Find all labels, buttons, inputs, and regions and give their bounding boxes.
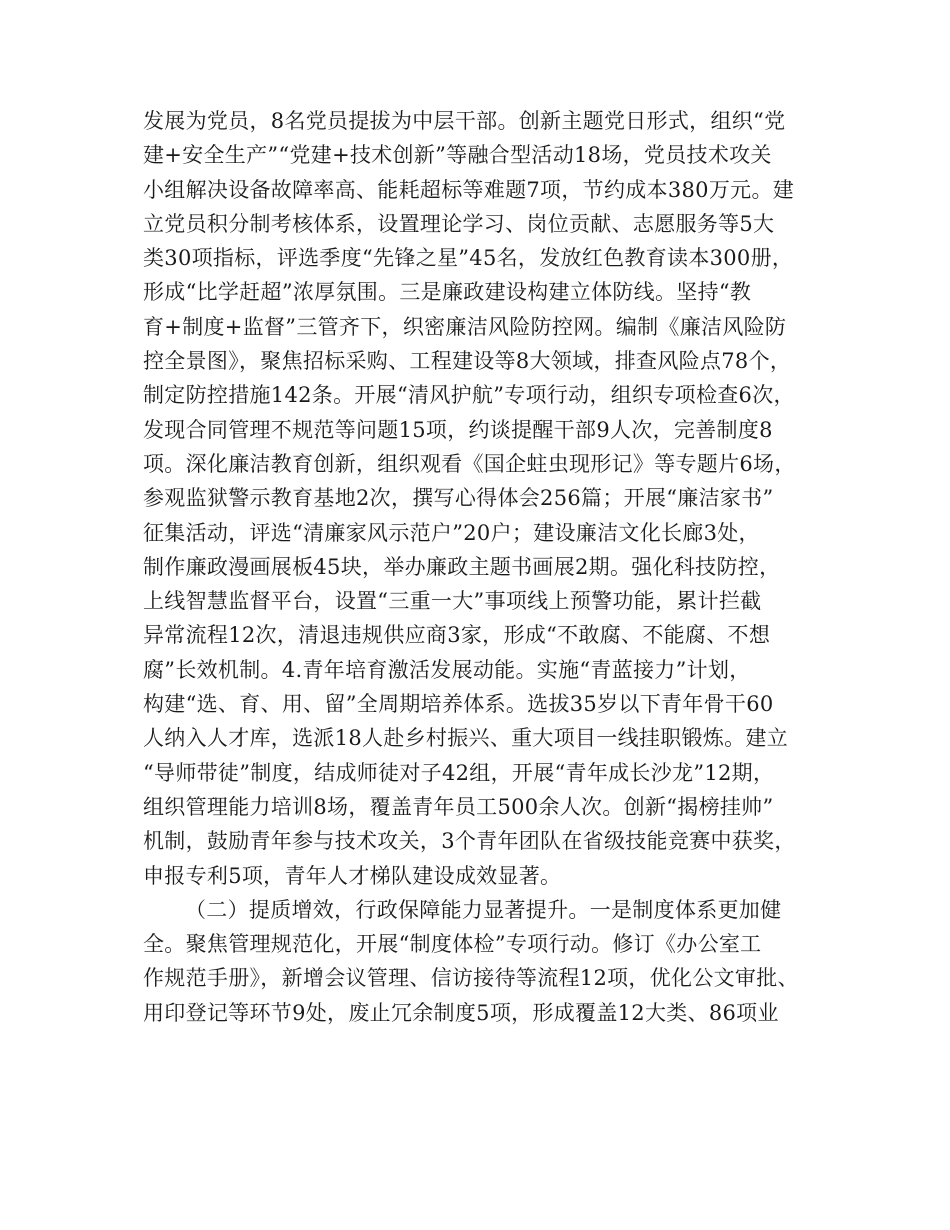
text-line: 用印登记等环节9处，废止冗余制度5项，形成覆盖12大类、86项业 [143, 1000, 779, 1025]
text-line: 形成“比学赶超”浓厚氛围。三是廉政建设构建立体防线。坚持“教 [143, 280, 752, 305]
text-line: 控全景图》，聚焦招标采购、工程建设等8大领域，排查风险点78个， [143, 349, 792, 374]
text-line: 参观监狱警示教育基地2次，撰写心得体会256篇；开展“廉洁家书” [143, 486, 774, 511]
text-line: 制作廉政漫画展板45块，举办廉政主题书画展2期。强化科技防控， [143, 554, 781, 579]
text-line: 腐”长效机制。4.青年培育激活发展动能。实施“青蓝接力”计划， [143, 657, 751, 682]
text-line: 异常流程12次，清退违规供应商3家，形成“不敢腐、不能腐、不想 [143, 623, 771, 648]
text-line: 发展为党员，8名党员提拔为中层干部。创新主题党日形式，组织“党 [143, 109, 786, 133]
paragraph-start-line: （二）提质增效，行政保障能力显著提升。一是制度体系更加健 [185, 897, 782, 922]
text-line: 人纳入人才库，选派18人赴乡村振兴、重大项目一线挂职锻炼。建立 [143, 726, 789, 751]
text-line: 项。深化廉洁教育创新，组织观看《国企蛀虫现形记》等专题片6场， [143, 451, 796, 476]
text-line: 发现合同管理不规范等问题15项，约谈提醒干部9人次，完善制度8 [143, 417, 773, 442]
text-line: 征集活动，评选“清廉家风示范户”20户；建设廉洁文化长廊3处， [143, 520, 760, 545]
body-text [143, 104, 823, 1030]
text-line: 申报专利5项，青年人才梯队建设成效显著。 [143, 863, 562, 888]
text-line: 制定防控措施142条。开展“清风护航”专项行动，组织专项检查6次， [143, 383, 795, 408]
text-line: 小组解决设备故障率高、能耗超标等难题7项，节约成本380万元。建 [143, 177, 795, 202]
text-line: 机制，鼓励青年参与技术攻关，3个青年团队在省级技能竞赛中获奖， [143, 829, 796, 854]
text-line: “导师带徒”制度，结成师徒对子42组，开展“青年成长沙龙”12期， [143, 760, 775, 785]
text-line: 构建“选、育、用、留”全周期培养体系。选拔35岁以下青年骨干60 [143, 692, 774, 717]
text-line: 全。聚焦管理规范化，开展“制度体检”专项行动。修订《办公室工 [143, 932, 762, 957]
text-line: 组织管理能力培训8场，覆盖青年员工500余人次。创新“揭榜挂帅” [143, 794, 774, 819]
text-line: 作规范手册》，新增会议管理、信访接待等流程12项，优化公文审批、 [143, 966, 799, 991]
text-line: 立党员积分制考核体系，设置理论学习、岗位贡献、志愿服务等5大 [143, 211, 775, 236]
text-line: 类30项指标，评选季度“先锋之星”45名，发放红色教育读本300册， [143, 246, 794, 271]
text-line: 育+制度+监督”三管齐下，织密廉洁风险防控网。编制《廉洁风险防 [143, 314, 787, 339]
text-line: 建+安全生产”“党建+技术创新”等融合型活动18场，党员技术攻关 [143, 143, 772, 168]
text-line: 上线智慧监督平台，设置“三重一大”事项线上预警功能，累计拦截 [143, 589, 762, 614]
